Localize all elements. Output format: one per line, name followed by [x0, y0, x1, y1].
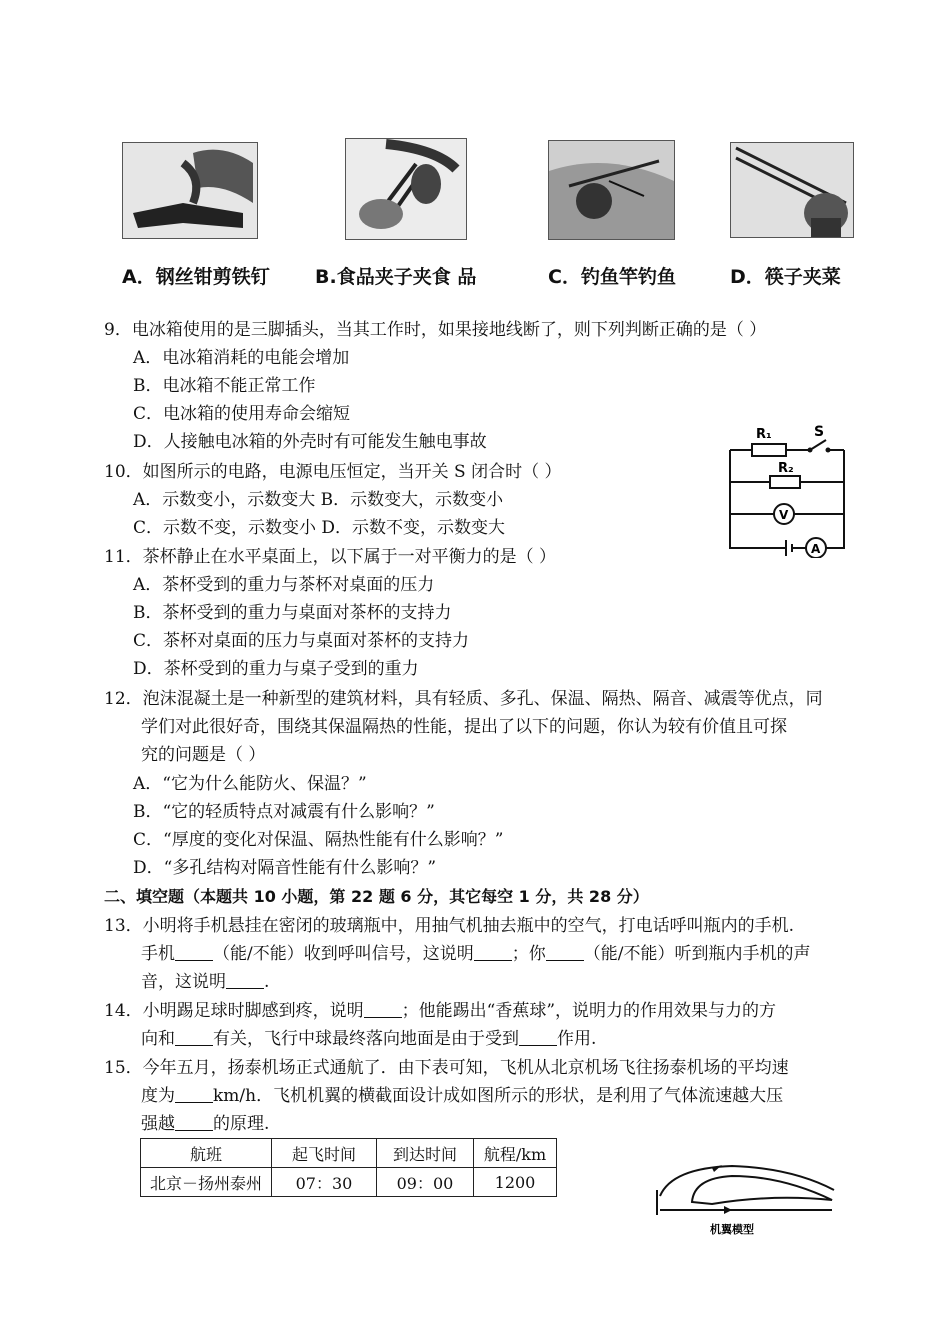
q13-text: ；你 — [511, 944, 546, 964]
q13-text: 手机 — [141, 944, 175, 964]
q13-blank-3[interactable] — [546, 942, 584, 961]
table-cell: 北京－扬州泰州 — [141, 1168, 272, 1197]
q15-text: 度为 — [141, 1086, 175, 1106]
q13-text: 音，这说明 — [141, 972, 226, 992]
q9-option-d: D．人接触电冰箱的外壳时有可能发生触电事故 — [133, 432, 487, 452]
q13-blank-1[interactable] — [175, 942, 213, 961]
q15-line1: 15．今年五月，扬泰机场正式通航了．由下表可知，飞机从北京机场飞往扬泰机场的平均速 — [104, 1058, 789, 1078]
q14-text: 作用. — [557, 1029, 597, 1049]
q15-text: 强越 — [141, 1114, 175, 1134]
q12-option-a: A．“它为什么能防火、保温？” — [133, 774, 367, 794]
q15-line2 — [141, 1084, 783, 1108]
q9-option-b: B．电冰箱不能正常工作 — [133, 376, 316, 396]
table-header-cell: 起飞时间 — [272, 1139, 377, 1168]
option-c-caption: C．钓鱼竿钓鱼 — [548, 266, 676, 288]
q13-line3 — [141, 970, 269, 994]
q14-blank-2[interactable] — [175, 1027, 213, 1046]
q10-options-cd: C．示数不变，示数变小 D．示数不变，示数变大 — [133, 518, 506, 538]
table-cell: 09：00 — [377, 1168, 474, 1197]
q13-line2 — [141, 942, 810, 966]
chopsticks-photo — [730, 142, 854, 238]
q11-option-c: C．茶杯对桌面的压力与桌面对茶杯的支持力 — [133, 631, 470, 651]
q13-text: （能/不能）收到呼叫信号，这说明 — [213, 944, 474, 964]
q9-stem: 9．电冰箱使用的是三脚插头，当其工作时，如果接地线断了，则下列判断正确的是（ ） — [104, 320, 767, 340]
ammeter-symbol: A — [811, 542, 821, 556]
fishing-rod-photo — [548, 140, 675, 240]
pliers-photo — [122, 142, 258, 239]
q11-option-a: A．茶杯受到的重力与茶杯对桌面的压力 — [133, 575, 435, 595]
q15-line3 — [141, 1112, 269, 1136]
flight-table — [140, 1138, 557, 1197]
q14-text: ；他能踢出“香蕉球”，说明力的作用效果与力的方 — [401, 1001, 777, 1021]
q15-blank-2[interactable] — [175, 1112, 213, 1131]
q14-text: 有关，飞行中球最终落向地面是由于受到 — [213, 1029, 519, 1049]
q12-stem-line3: 究的问题是（ ） — [141, 745, 266, 765]
q11-option-d: D．茶杯受到的重力与桌子受到的重力 — [133, 659, 419, 679]
wing-diagram — [652, 1160, 842, 1240]
food-tongs-photo — [345, 138, 467, 240]
table-cell: 07：30 — [272, 1168, 377, 1197]
q13-blank-4[interactable] — [226, 970, 264, 989]
option-b-caption: B.食品夹子夹食 品 — [315, 266, 477, 288]
q12-stem-line1: 12．泡沫混凝土是一种新型的建筑材料，具有轻质、多孔、保温、隔热、隔音、减震等优点，同 — [104, 689, 823, 709]
q13-text: . — [264, 972, 270, 992]
q12-option-d: D．“多孔结构对隔音性能有什么影响？” — [133, 858, 437, 878]
q14-blank-1[interactable] — [364, 999, 402, 1018]
r2-label: R₂ — [778, 461, 794, 476]
q12-option-b: B．“它的轻质特点对减震有什么影响？” — [133, 802, 435, 822]
section-2-heading: 二、填空题（本题共 10 小题，第 22 题 6 分，其它每空 1 分，共 28 分） — [104, 887, 649, 906]
q9-option-a: A．电冰箱消耗的电能会增加 — [133, 348, 350, 368]
q12-option-c: C．“厚度的变化对保温、隔热性能有什么影响？” — [133, 830, 504, 850]
q15-text: km/h．飞机机翼的横截面设计成如图所示的形状，是利用了气体流速越大压 — [213, 1086, 784, 1106]
q15-text: 的原理. — [213, 1114, 270, 1134]
q9-option-c: C．电冰箱的使用寿命会缩短 — [133, 404, 351, 424]
q13-text: （能/不能）听到瓶内手机的声 — [583, 944, 811, 964]
r1-label: R₁ — [756, 427, 772, 442]
q14-text: 向和 — [141, 1029, 175, 1049]
q13-line1: 13．小明将手机悬挂在密闭的玻璃瓶中，用抽气机抽去瓶中的空气，打电话呼叫瓶内的手机. — [104, 916, 795, 936]
q10-stem: 10．如图所示的电路，电源电压恒定，当开关 S 闭合时（ ） — [104, 462, 562, 482]
wing-caption: 机翼模型 — [710, 1223, 754, 1236]
switch-label: S — [814, 424, 825, 440]
q15-blank-1[interactable] — [175, 1084, 213, 1103]
q14-line2 — [141, 1027, 596, 1051]
q11-stem: 11．茶杯静止在水平桌面上，以下属于一对平衡力的是（ ） — [104, 547, 557, 567]
q14-blank-3[interactable] — [519, 1027, 557, 1046]
table-header-cell: 到达时间 — [377, 1139, 474, 1168]
table-header-cell: 航班 — [141, 1139, 272, 1168]
table-header-cell: 航程/km — [474, 1139, 557, 1168]
voltmeter-symbol: V — [779, 508, 789, 522]
q14-text: 14．小明踢足球时脚感到疼，说明 — [104, 1001, 364, 1021]
table-cell: 1200 — [474, 1168, 557, 1197]
q13-blank-2[interactable] — [474, 942, 512, 961]
q14-line1 — [104, 999, 776, 1023]
q10-options-ab: A．示数变小，示数变大 B．示数变大，示数变小 — [133, 490, 504, 510]
table-header-row — [141, 1139, 557, 1168]
option-a-caption: A．钢丝钳剪铁钉 — [122, 266, 270, 288]
table-row — [141, 1168, 557, 1197]
q12-stem-line2: 学们对此很好奇，围绕其保温隔热的性能，提出了以下的问题，你认为较有价值且可探 — [141, 717, 787, 737]
circuit-diagram — [722, 420, 852, 558]
option-d-caption: D．筷子夹菜 — [730, 266, 841, 288]
q11-option-b: B．茶杯受到的重力与桌面对茶杯的支持力 — [133, 603, 452, 623]
